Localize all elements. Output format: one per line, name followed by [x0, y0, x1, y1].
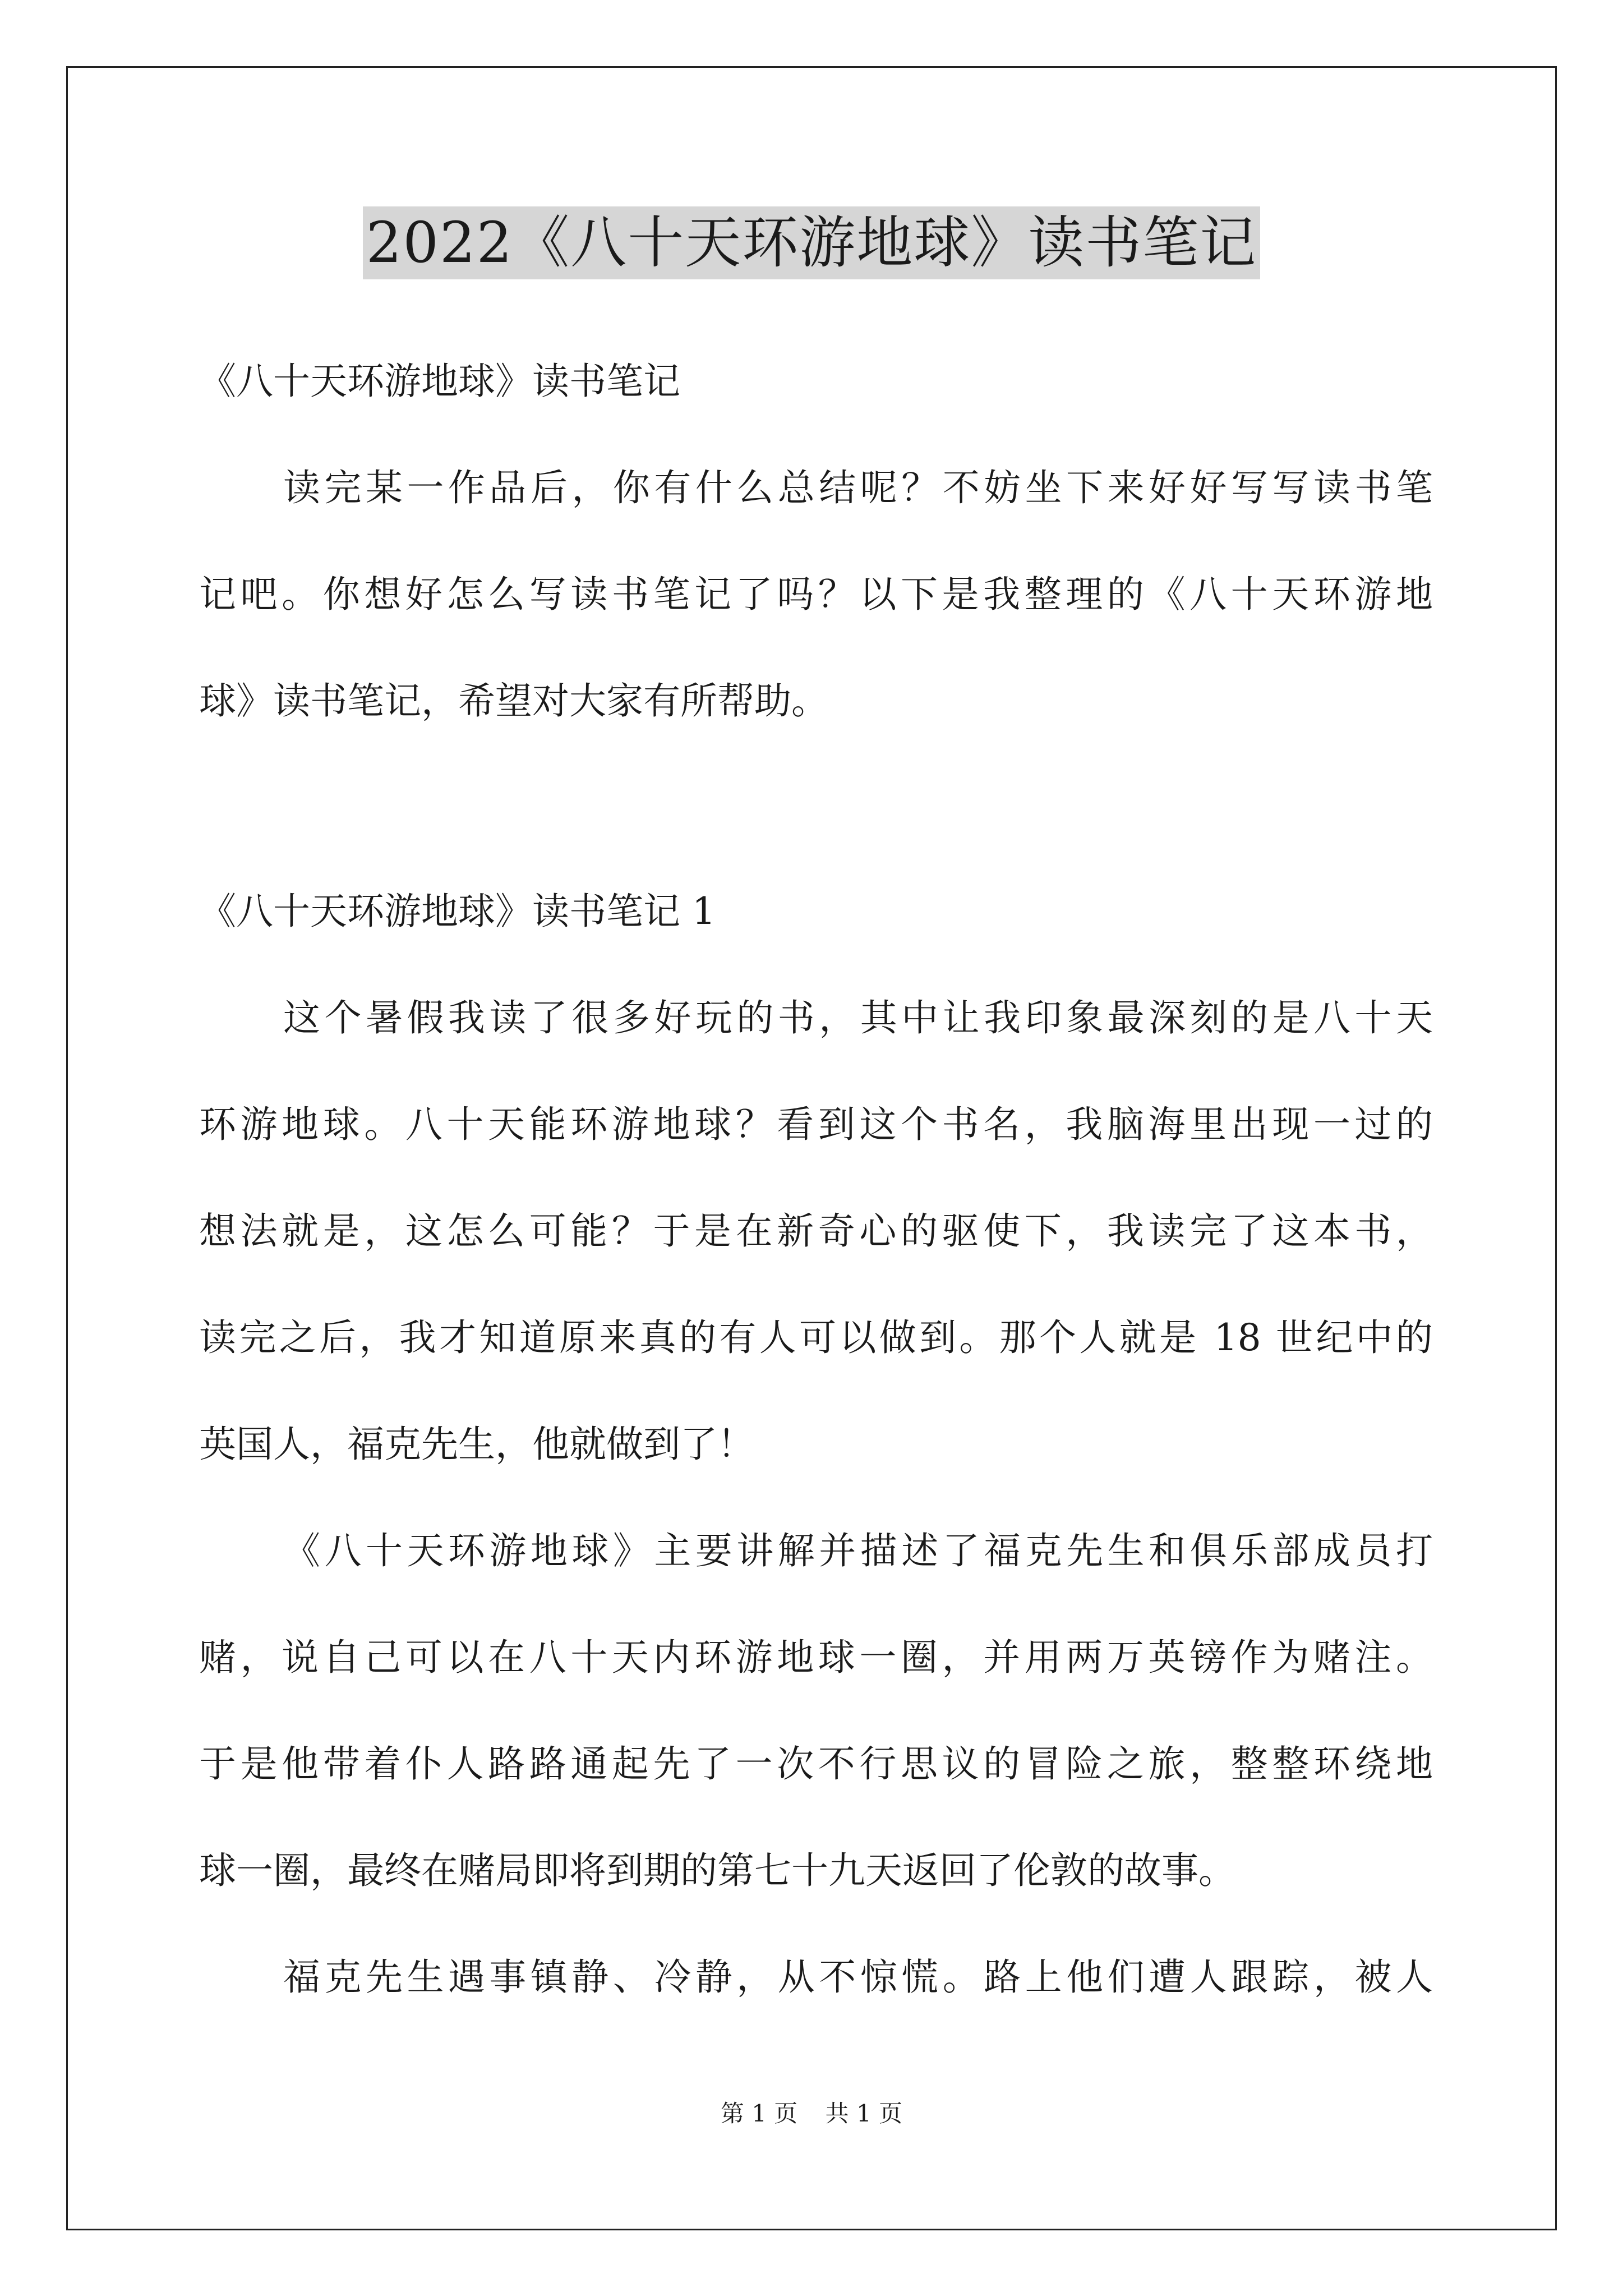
- document-title: 2022《八十天环游地球》读书笔记: [363, 206, 1261, 279]
- paragraph-line: 赌，说自己可以在八十天内环游地球一圈，并用两万英镑作为赌注。: [199, 1636, 1433, 1679]
- paragraph-line: 读完之后，我才知道原来真的有人可以做到。那个人就是 18 世纪中的: [199, 1316, 1433, 1359]
- page-total: 共 1 页: [825, 2100, 903, 2127]
- title-wrap: [0, 206, 1623, 279]
- paragraph-line: 于是他带着仆人路路通起先了一次不行思议的冒险之旅，整整环绕地: [199, 1742, 1433, 1786]
- paragraph-line: 记吧。你想好怎么写读书笔记了吗？以下是我整理的《八十天环游地: [199, 573, 1433, 616]
- intro-heading: 《八十天环游地球》读书笔记: [199, 360, 680, 403]
- paragraph-line: 环游地球。八十天能环游地球？看到这个书名，我脑海里出现一过的: [199, 1103, 1433, 1146]
- page-footer: [0, 2098, 1623, 2129]
- paragraph-line: 福克先生遇事镇静、冷静，从不惊慌。路上他们遭人跟踪，被人: [283, 1955, 1433, 1999]
- paragraph-line: 读完某一作品后，你有什么总结呢？不妨坐下来好好写写读书笔: [283, 466, 1433, 509]
- page-number: 第 1 页: [720, 2100, 798, 2127]
- paragraph-line: 球一圈，最终在赌局即将到期的第七十九天返回了伦敦的故事。: [199, 1849, 1235, 1892]
- paragraph-line: 《八十天环游地球》主要讲解并描述了福克先生和俱乐部成员打: [283, 1529, 1433, 1572]
- paragraph-line: 英国人，福克先生，他就做到了！: [199, 1423, 754, 1466]
- paragraph-line: 这个暑假我读了很多好玩的书，其中让我印象最深刻的是八十天: [283, 996, 1433, 1039]
- paragraph-line: 球》读书笔记，希望对大家有所帮助。: [199, 679, 828, 723]
- section-heading: 《八十天环游地球》读书笔记 1: [199, 890, 716, 933]
- paragraph-line: 想法就是，这怎么可能？于是在新奇心的驱使下，我读完了这本书，: [199, 1209, 1433, 1253]
